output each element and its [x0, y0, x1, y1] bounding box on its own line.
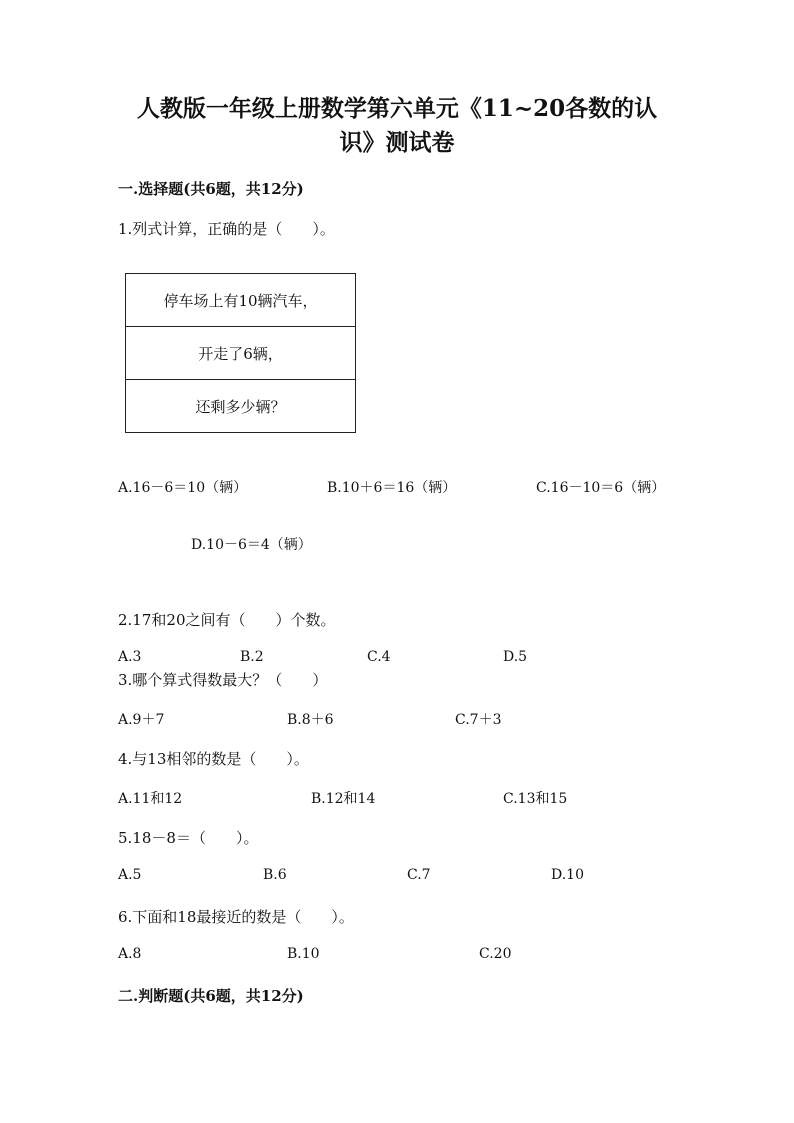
question-3-option-a: A.9＋7	[118, 712, 165, 728]
question-2-option-d: D.5	[503, 649, 528, 665]
question-1-option-d: D.10－6＝4（辆）	[191, 537, 312, 553]
box-row-2: 开走了6辆，	[126, 327, 356, 380]
question-1-option-b: B.10＋6＝16（辆）	[327, 480, 457, 496]
question-3-option-c: C.7＋3	[455, 712, 502, 728]
question-5-stem: 5.18－8＝（ ）。	[118, 829, 259, 847]
question-5-option-b: B.6	[263, 867, 287, 883]
box-row-3: 还剩多少辆？	[126, 380, 356, 433]
question-1-option-a: A.16－6＝10（辆）	[118, 480, 248, 496]
page-title	[120, 92, 674, 160]
question-3-option-b: B.8＋6	[287, 712, 334, 728]
question-4-stem: 4.与13相邻的数是（ ）。	[118, 750, 309, 768]
question-5-option-c: C.7	[407, 867, 431, 883]
title-line-1: 人教版一年级上册数学第六单元《11~20各数的认	[136, 95, 658, 122]
question-1-word-problem-box	[125, 273, 356, 433]
question-5-option-a: A.5	[118, 867, 142, 883]
question-4-option-a: A.11和12	[118, 791, 183, 807]
box-row-1: 停车场上有10辆汽车，	[126, 274, 356, 327]
question-1-stem: 1.列式计算，正确的是（ ）。	[118, 220, 335, 238]
question-6-option-a: A.8	[118, 946, 142, 962]
question-2-option-a: A.3	[118, 649, 142, 665]
question-4-option-b: B.12和14	[311, 791, 376, 807]
question-1-option-c: C.16－10＝6（辆）	[536, 480, 666, 496]
section-heading-judgement: 二.判断题(共6题，共12分)	[118, 987, 304, 1005]
section-heading-choice: 一.选择题(共6题，共12分)	[118, 180, 304, 198]
question-2-option-b: B.2	[240, 649, 264, 665]
question-2-option-c: C.4	[367, 649, 391, 665]
question-5-option-d: D.10	[551, 867, 584, 883]
question-2-stem: 2.17和20之间有（ ）个数。	[118, 611, 336, 629]
question-3-stem: 3.哪个算式得数最大？（ ）	[118, 671, 328, 689]
question-6-option-b: B.10	[287, 946, 320, 962]
title-line-2: 识》测试卷	[339, 129, 455, 156]
question-6-stem: 6.下面和18最接近的数是（ ）。	[118, 908, 354, 926]
question-6-option-c: C.20	[479, 946, 512, 962]
question-4-option-c: C.13和15	[503, 791, 568, 807]
